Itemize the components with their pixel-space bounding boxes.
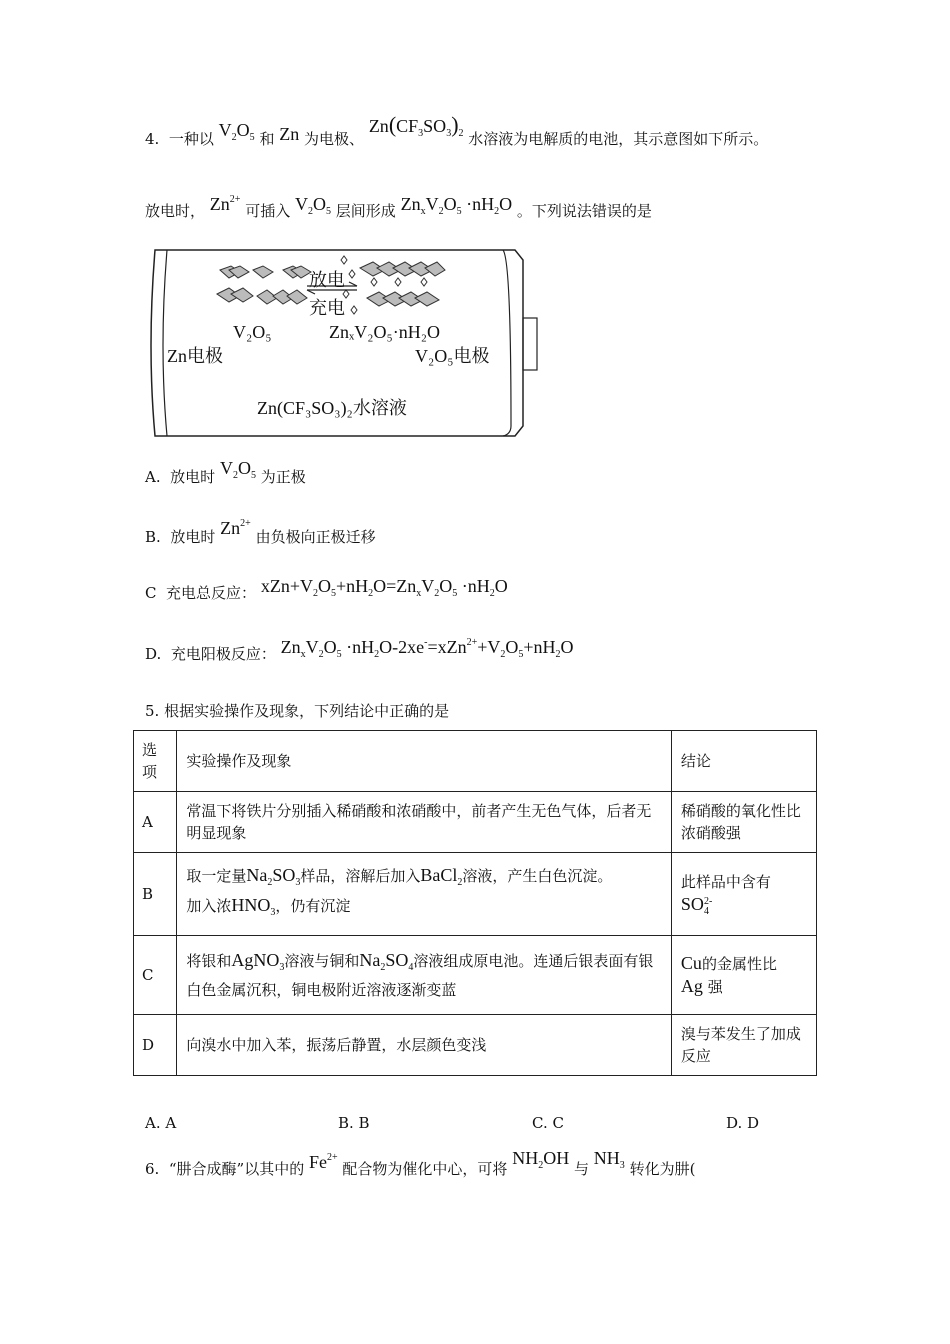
v2o5-electrode-label: V₂O₅电极 xyxy=(415,346,490,366)
q4-stem-line2: 放电时， $Zn^{2+}$ 可插入 $V_2O_5$ 层间形成 $Zn_xV_2O_5 \cdot nH_2O$ 。下列说法错误的是 xyxy=(145,194,652,220)
formula-zn-cf3so3-2: $Zn(CF_3SO_3)_2$ xyxy=(368,112,464,139)
header-conclusion: 结论 xyxy=(671,731,816,792)
symbol-cu: Cu xyxy=(680,953,702,973)
formula-agno3: AgNO$_3$ xyxy=(231,950,285,973)
charge-total-reaction: $xZn+V_2O_5+nH_2O=Zn_xV_2O_5 \cdot nH_2O$ xyxy=(260,576,508,599)
formula-bacl2: BaCl$_2$ xyxy=(420,865,463,888)
q5-answer-b[interactable]: B. B xyxy=(338,1114,370,1132)
formula-nh2oh: $NH_2OH$ xyxy=(512,1148,570,1171)
table-header-row xyxy=(134,731,817,792)
formula-v2o5: $V_2O_5$ xyxy=(218,120,255,143)
formula-v2o5: $V_2O_5$ xyxy=(219,458,256,481)
formula-znxv2o5nh2o: $Zn_xV_2O_5 \cdot nH_2O$ xyxy=(400,194,513,217)
symbol-ag: Ag xyxy=(680,976,703,996)
formula-nh3: $NH_3$ xyxy=(593,1148,625,1171)
table-row: A 常温下将铁片分别插入稀硝酸和浓硝酸中，前者产生无色气体，后者无明显现象 稀硝酸的氧化性比浓硝酸强 xyxy=(134,792,817,853)
table-row: C 将银和AgNO$_3$溶液与铜和$Na_2SO_4$溶液组成原电池。连通后银表面有银白色金属沉积，铜电极附近溶液逐渐变蓝 Cu的金属性比 Ag 强 xyxy=(134,936,817,1015)
discharge-label: 放电 xyxy=(309,270,345,290)
formula-fe2plus: $Fe^{2+}$ xyxy=(308,1152,338,1172)
q5-stem: 5. 根据实验操作及现象，下列结论中正确的是 xyxy=(145,702,450,720)
table-row: B 取一定量$Na_2SO_3$样品，溶解后加入BaCl$_2$溶液，产生白色沉淀。 加入浓$HNO_3$，仍有沉淀 此样品中含有 SO2- 4 xyxy=(134,853,817,936)
q4-option-c[interactable]: C 充电总反应： $xZn+V_2O_5+nH_2O=Zn_xV_2O_5 \cdot nH_2O$ xyxy=(145,576,508,602)
formula-hno3: $HNO_3$ xyxy=(231,895,276,918)
q5-answer-c[interactable]: C. C xyxy=(532,1114,564,1132)
q4-stem-line1: 4. 一种以 $V_2O_5$ 和 Zn 为电极、 $Zn(CF_3SO_3)_2$ 水溶液为电解质的电池，其示意图如下所示。 xyxy=(145,112,769,148)
q4-option-a[interactable]: A. 放电时 $V_2O_5$ 为正极 xyxy=(145,458,306,486)
q4-option-d[interactable]: D. 充电阳极反应： $Zn_xV_2O_5 \cdot nH_2O-2xe^-=xZn^{2+}+V_2O_5+nH_2O$ xyxy=(145,637,574,663)
v2o5-layer-label: V₂O₅ xyxy=(233,322,272,342)
header-operation: 实验操作及现象 xyxy=(177,731,672,792)
charge-label: 充电 xyxy=(309,298,345,318)
formula-na2so3: $Na_2SO_3$ xyxy=(246,865,301,888)
q5-answer-a[interactable]: A. A xyxy=(145,1114,177,1132)
battery-diagram xyxy=(145,248,540,438)
znx-layer-label: ZnₓV₂O₅·nH₂O xyxy=(329,322,441,342)
formula-na2so4: $Na_2SO_4$ xyxy=(359,950,414,973)
zn-electrode-label: Zn电极 xyxy=(167,346,223,366)
table-row: D 向溴水中加入苯，振荡后静置，水层颜色变浅 溴与苯发生了加成反应 xyxy=(134,1015,817,1076)
formula-sulfate: SO2- 4 xyxy=(680,894,713,917)
q5-table xyxy=(133,730,817,1076)
q6-stem: 6. “肼合成酶”以其中的 $Fe^{2+}$ 配合物为催化中心，可将 $NH_2OH$ 与 $NH_3$ 转化为肼( xyxy=(145,1148,696,1178)
electrolyte-label: Zn(CF₃SO₃)₂水溶液 xyxy=(257,398,407,418)
formula-v2o5: $V_2O_5$ xyxy=(295,194,332,217)
formula-zn2plus: $Zn^{2+}$ xyxy=(220,518,251,538)
header-option: 选项 xyxy=(134,731,177,792)
q4-option-b[interactable]: B. 放电时 $Zn^{2+}$ 由负极向正极迁移 xyxy=(145,518,376,546)
formula-zn2plus: $Zn^{2+}$ xyxy=(209,194,241,214)
anode-reaction: $Zn_xV_2O_5 \cdot nH_2O-2xe^-=xZn^{2+}+V_2O_5+nH_2O$ xyxy=(280,637,574,660)
q5-answer-d[interactable]: D. D xyxy=(726,1114,760,1132)
